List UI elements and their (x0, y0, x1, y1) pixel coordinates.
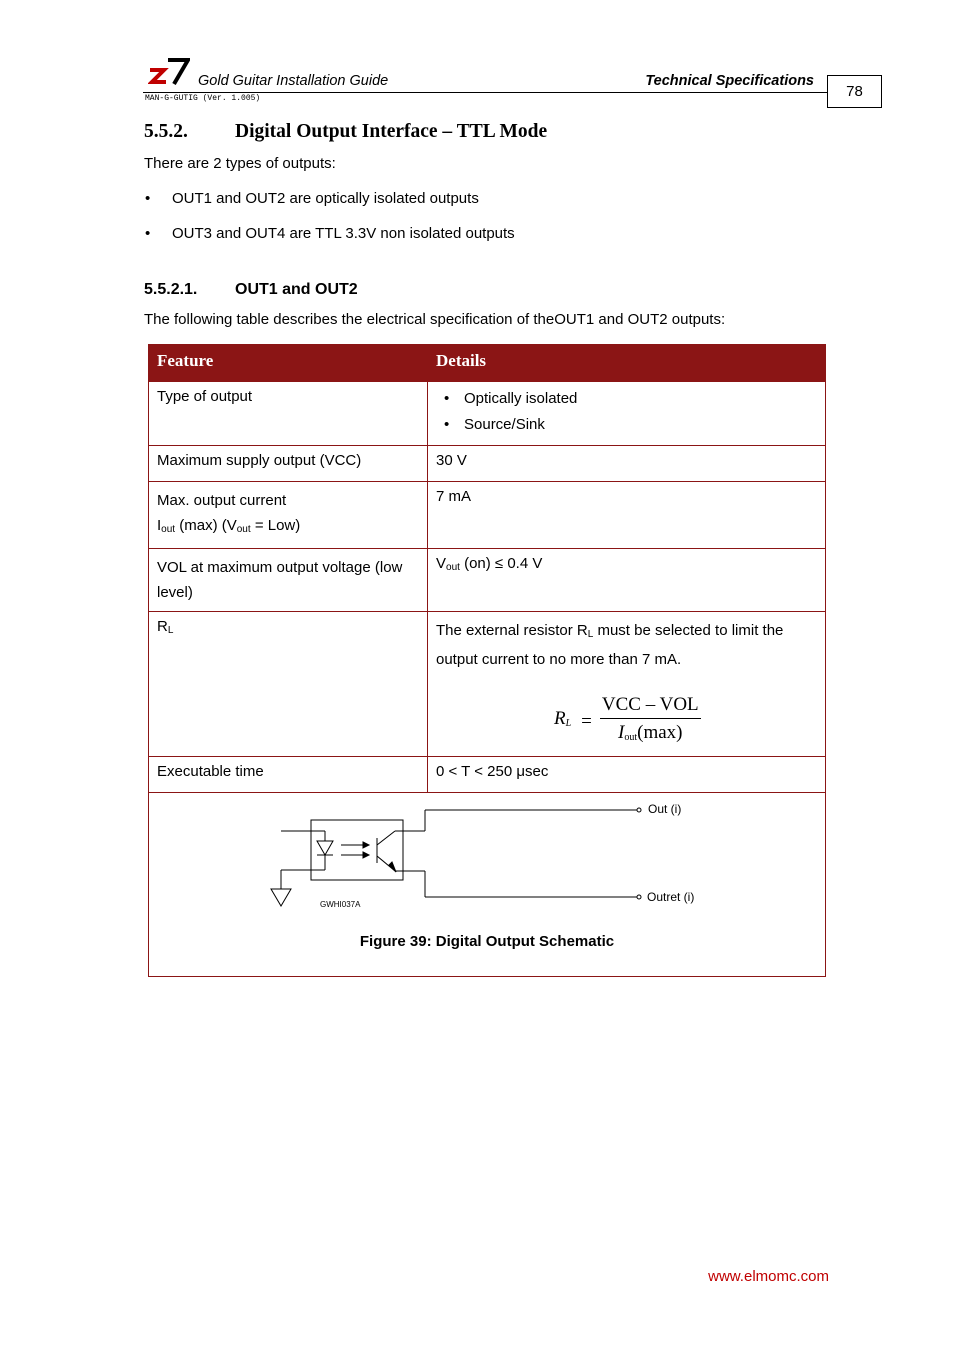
header-section-title: Technical Specifications (645, 73, 814, 89)
table-cell-details: 7 mA (428, 482, 826, 549)
doc-code: MAN-G-GUTIG (Ver. 1.005) (145, 94, 261, 103)
resistor-formula: $R_L$ = $\frac{\text{VCC – VOL}}{I_{out}(\max)}$ (554, 694, 699, 743)
table-header-row (149, 345, 826, 382)
header-doc-title: Gold Guitar Installation Guide (198, 73, 389, 89)
label-outret: Outret (i) (647, 890, 695, 904)
subsection-number: 5.5.2.1. (144, 281, 198, 298)
table-header-details: Details (428, 345, 826, 382)
table-row (149, 612, 826, 757)
figure-cell (149, 793, 826, 977)
section-number: 5.5.2. (144, 121, 188, 142)
section-heading (144, 121, 547, 143)
table-row (149, 382, 826, 446)
figure-caption: Figure 39: Digital Output Schematic (359, 933, 615, 950)
table-cell-feature: Executable time (149, 757, 428, 793)
header-divider (143, 92, 827, 93)
table-cell-details: $V_{out}$ (on) ≤ 0.4 V (428, 549, 826, 612)
table-row-figure (149, 793, 826, 977)
section-intro: There are 2 types of outputs: (144, 155, 336, 172)
label-out: Out (i) (648, 802, 682, 816)
section-title: Digital Output Interface – TTL Mode (235, 121, 548, 142)
table-cell-details (428, 382, 826, 446)
subsection-title: OUT1 and OUT2 (235, 281, 358, 298)
page-number: 78 (827, 75, 882, 108)
table-cell-feature: Maximum supply output (VCC) (149, 446, 428, 482)
footer-url-link[interactable]: www.elmomc.com (708, 1268, 829, 1285)
bullet-icon: • (145, 225, 151, 242)
spec-table (148, 344, 826, 977)
figure-code: GWHI037A (320, 900, 361, 909)
bullet-icon: • (444, 390, 450, 407)
list-item: • Source/Sink (436, 416, 817, 433)
table-row (149, 482, 826, 549)
output-schematic (149, 793, 825, 923)
list-item: • OUT3 and OUT4 are TTL 3.3V non isolated outputs (145, 225, 515, 242)
table-cell-feature: Type of output (149, 382, 428, 446)
table-row (149, 549, 826, 612)
table-cell-details: 30 V (428, 446, 826, 482)
list-item: • OUT1 and OUT2 are optically isolated outputs (145, 190, 479, 207)
table-row (149, 446, 826, 482)
bullet-icon: • (145, 190, 151, 207)
table-cell-details: 0 < T < 250 μsec (428, 757, 826, 793)
bullet-icon: • (444, 416, 450, 433)
table-header-feature: Feature (149, 345, 428, 382)
table-cell-feature: VOL at maximum output voltage (low level) (149, 549, 428, 612)
subsection-heading (144, 281, 358, 299)
table-cell-feature: $R_L$ (149, 612, 428, 757)
table-cell-feature: Max. output current $I_{out}$ (max) $(V_{out} = Low)$ (149, 482, 428, 549)
list-item: • Optically isolated (436, 390, 817, 407)
elmo-logo (148, 58, 190, 91)
subsection-intro: The following table describes the electrical specification of theOUT1 and OUT2 outputs: (144, 311, 726, 328)
table-row (149, 757, 826, 793)
table-cell-details: The external resistor $R_L$ must be selected to limit the output current to no more than 7 mA. $R_L$ = $\frac{\text{VCC – VOL}}{I_{out}(\max)}$ (428, 612, 826, 757)
